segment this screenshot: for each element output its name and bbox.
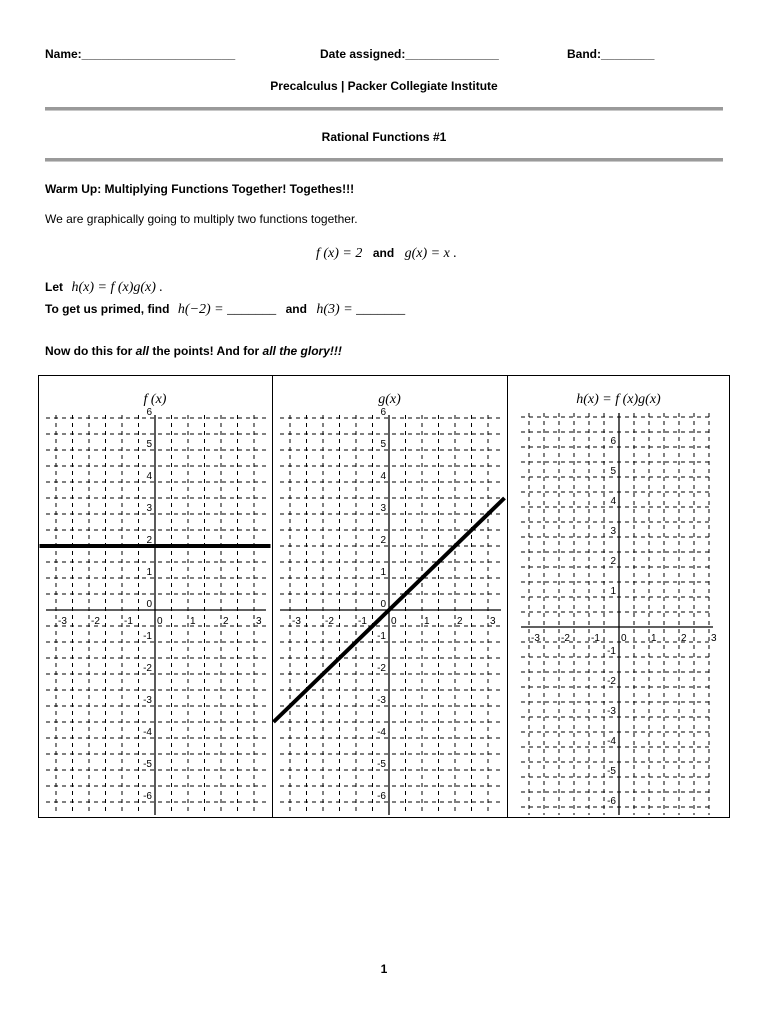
x-tick-label: -1 [591,633,600,644]
section-title: Rational Functions #1 [321,130,447,144]
x-tick-label: -1 [124,616,133,627]
y-tick-label: -3 [143,695,152,706]
y-tick-label: -4 [143,727,152,738]
y-tick-label: 4 [380,471,386,482]
h-graph [507,375,730,818]
x-tick-label: 3 [490,616,496,627]
y-tick-label: -6 [607,796,616,807]
grid-lines [280,415,501,815]
h-panel-title: h(x) = f (x)g(x) [576,392,661,407]
h-definition: h(x) = f (x)g(x) . [71,280,163,295]
y-tick-label: -4 [377,727,386,738]
y-tick-label: -5 [377,759,386,770]
y-tick-label: -2 [377,663,386,674]
x-tick-label: 2 [457,616,463,627]
y-tick-label: -2 [143,663,152,674]
warmup-heading: Warm Up: Multiplying Functions Together! Togethes!!! [45,182,355,196]
now-do-text: Now do this for [45,344,136,358]
x-tick-label: 1 [424,616,430,627]
y-tick-label: 5 [146,439,152,450]
y-tick-label: 2 [380,535,386,546]
date-assigned-label: Date assigned:______________ [320,47,499,61]
y-tick-label: 6 [610,436,616,447]
x-tick-label: -3 [531,633,540,644]
x-tick-label: -1 [358,616,367,627]
y-tick-label: -6 [377,791,386,802]
f-graph [38,375,272,818]
g-panel-title: g(x) [378,392,401,407]
g-definition: g(x) = x . [404,246,457,261]
y-tick-label: -2 [607,676,616,687]
h-neg2-blank: h(−2) = _______ [177,302,277,317]
grid-lines [521,413,713,815]
y-tick-label: -5 [607,766,616,777]
y-tick-label: 0 [380,599,386,610]
course-subtitle: Precalculus | Packer Collegiate Institute [270,79,498,93]
y-tick-label: -3 [607,706,616,717]
x-tick-label: 2 [681,633,687,644]
y-tick-label: 3 [380,503,386,514]
y-tick-label: 3 [610,526,616,537]
y-tick-label: 5 [380,439,386,450]
grid-lines [46,415,266,815]
y-tick-label: 4 [610,496,616,507]
and-word: and [372,246,395,260]
all-word: all [135,344,149,358]
y-tick-label: -1 [143,631,152,642]
h-3-blank: h(3) = _______ [316,302,406,317]
x-tick-label: -2 [91,616,100,627]
function-definitions [316,244,457,262]
bottom-divider [45,158,723,162]
x-tick-label: 0 [157,616,163,627]
y-tick-label: -1 [377,631,386,642]
y-tick-label: 1 [610,586,616,597]
y-tick-label: -4 [607,736,616,747]
x-tick-label: 1 [190,616,196,627]
warmup-intro: We are graphically going to multiply two functions together. [45,212,358,226]
y-tick-label: 2 [610,556,616,567]
x-tick-label: 2 [223,616,229,627]
top-divider [45,107,723,111]
y-tick-label: 1 [146,567,152,578]
y-tick-label: -6 [143,791,152,802]
now-do-line [45,344,342,358]
y-tick-label: 5 [610,466,616,477]
x-tick-label: 1 [651,633,657,644]
x-tick-label: -3 [292,616,301,627]
let-line [45,278,163,296]
x-tick-label: 0 [391,616,397,627]
x-tick-label: -2 [325,616,334,627]
f-panel-title: f (x) [143,392,167,407]
y-tick-label: 4 [146,471,152,482]
y-tick-label: -5 [143,759,152,770]
name-field-label: Name:_______________________ [45,47,236,61]
x-tick-label: 3 [256,616,262,627]
y-tick-label: 6 [380,407,386,418]
primed-line [45,300,405,318]
y-tick-label: 0 [146,599,152,610]
y-tick-label: 3 [146,503,152,514]
the-points-text: the points! And for [149,344,263,358]
x-tick-label: 3 [711,633,717,644]
x-tick-label: -3 [58,616,67,627]
x-tick-label: -2 [561,633,570,644]
y-tick-label: 6 [146,407,152,418]
all-glory-text: all the glory!!! [262,344,342,358]
y-tick-label: 2 [146,535,152,546]
page-number: 1 [380,962,388,976]
band-label: Band:________ [567,47,655,61]
y-tick-label: -3 [377,695,386,706]
primed-text: To get us primed, find [45,302,170,316]
g-graph [272,375,507,818]
x-tick-label: 0 [621,633,627,644]
y-tick-label: -1 [607,646,616,657]
f-definition: f (x) = 2 [316,246,363,261]
let-word: Let [45,280,63,294]
and-word-2: and [285,302,307,316]
y-tick-label: 1 [380,567,386,578]
